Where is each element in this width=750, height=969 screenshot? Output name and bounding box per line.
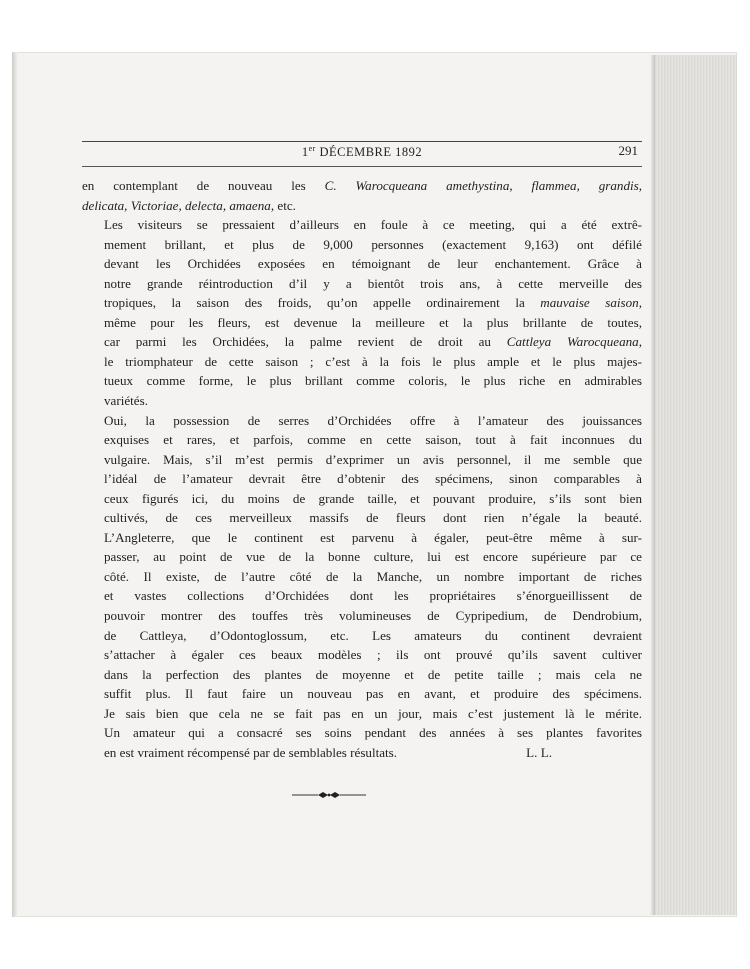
binding-shadow [12,52,18,917]
body-text [82,176,642,762]
page-number: 291 [618,143,638,158]
text-line: le triomphateur de cette saison ; c’est à la fois le plus ample et le plus majes- [104,353,642,369]
text-line: Oui, la possession de serres d’Orchidées offre à l’amateur des jouissances [104,412,642,428]
text-line: cultivés, de ces merveilleux massifs de fleurs dont rien n’égale la beauté. [104,510,642,526]
text-line: delicata, Victoriae, delecta, amaena, etc. [82,197,296,213]
text-line: mement brillant, et plus de 9,000 personnes (exactement 9,163) ont défilé [104,236,642,252]
text-line: de Cattleya, d’Odontoglossum, etc. Les amateurs du continent devraient [104,627,642,643]
text-line: tropiques, la saison des froids, qu’on appelle ordinairement la mauvaise saison, [104,295,642,311]
text-line: l’idéal de l’amateur devrait être d’obtenir des spécimens, sinon comparables à [104,471,642,487]
text-line: s’attacher à égaler ces beaux modèles ; ils ont prouvé qu’ils savent cultiver [104,647,642,663]
page-stack [655,55,737,915]
text-line: dans la perfection des plantes de moyenne et de petite taille ; mais cela ne [104,666,642,682]
paragraph [82,176,642,215]
ornament-divider [290,788,368,802]
text-line: suffit plus. Il faut faire un nouveau pas en avant, et produire des spécimens. [104,686,642,702]
text-line: et vastes collections d’Orchidées dont les propriétaires s’énorgueillissent de [104,588,642,604]
header-rule-bottom [82,166,642,167]
header-date: 1er DÉCEMBRE 1892 [301,144,423,160]
text-line: car parmi les Orchidées, la palme revient de droit au Cattleya Warocqueana, [104,334,642,350]
paragraph [82,215,642,410]
text-line: même pour les fleurs, est devenue la meilleure et la plus brillante de toutes, [104,314,642,330]
text-line: tueux comme forme, le plus brillant comme coloris, le plus riche en admirables [104,373,642,389]
text-line: Je sais bien que cela ne se fait pas en un jour, mais c’est justement là le mérite. [104,705,642,721]
text-line: notre grande réintroduction d’il y a bientôt trois ans, à cette merveille des [104,275,642,291]
paragraph [82,411,642,763]
text-line: Les visiteurs se pressaient d’ailleurs en foule à ce meeting, qui a été extrê- [104,217,642,233]
text-line: passer, au point de vue de la bonne culture, lui est encore supérieure par ce [104,549,642,565]
text-line: en est vraiment récompensé par de semblables résultats. L. L. [82,743,642,763]
text-line: Un amateur qui a consacré ses soins pendant des années à ses plantes favorites [104,725,642,741]
text-line: pouvoir montrer des touffes très volumineuses de Cypripedium, de Dendrobium, [104,608,642,624]
text-line: exquises et rares, et parfois, comme en cette saison, tout à fait inconnues du [104,432,642,448]
text-line: devant les Orchidées exposées en témoignant de leur enchantement. Grâce à [104,256,642,272]
text-line: variétés. [104,393,148,409]
text-line: vulgaire. Mais, s’il m’est permis d’exprimer un avis personnel, il me semble que [104,451,642,467]
text-line: en contemplant de nouveau les C. Warocqueana amethystina, flammea, grandis, [82,178,642,193]
signature: L. L. [526,744,552,760]
text-line: L’Angleterre, que le continent est parvenu à égaler, peut-être même à sur- [104,529,642,545]
text-line: côté. Il existe, de l’autre côté de la Manche, un nombre important de riches [104,568,642,584]
running-header [82,132,642,166]
text-line: ceux figurés ici, du moins de grande taille, et pouvant produire, s’ils sont bien [104,490,642,506]
